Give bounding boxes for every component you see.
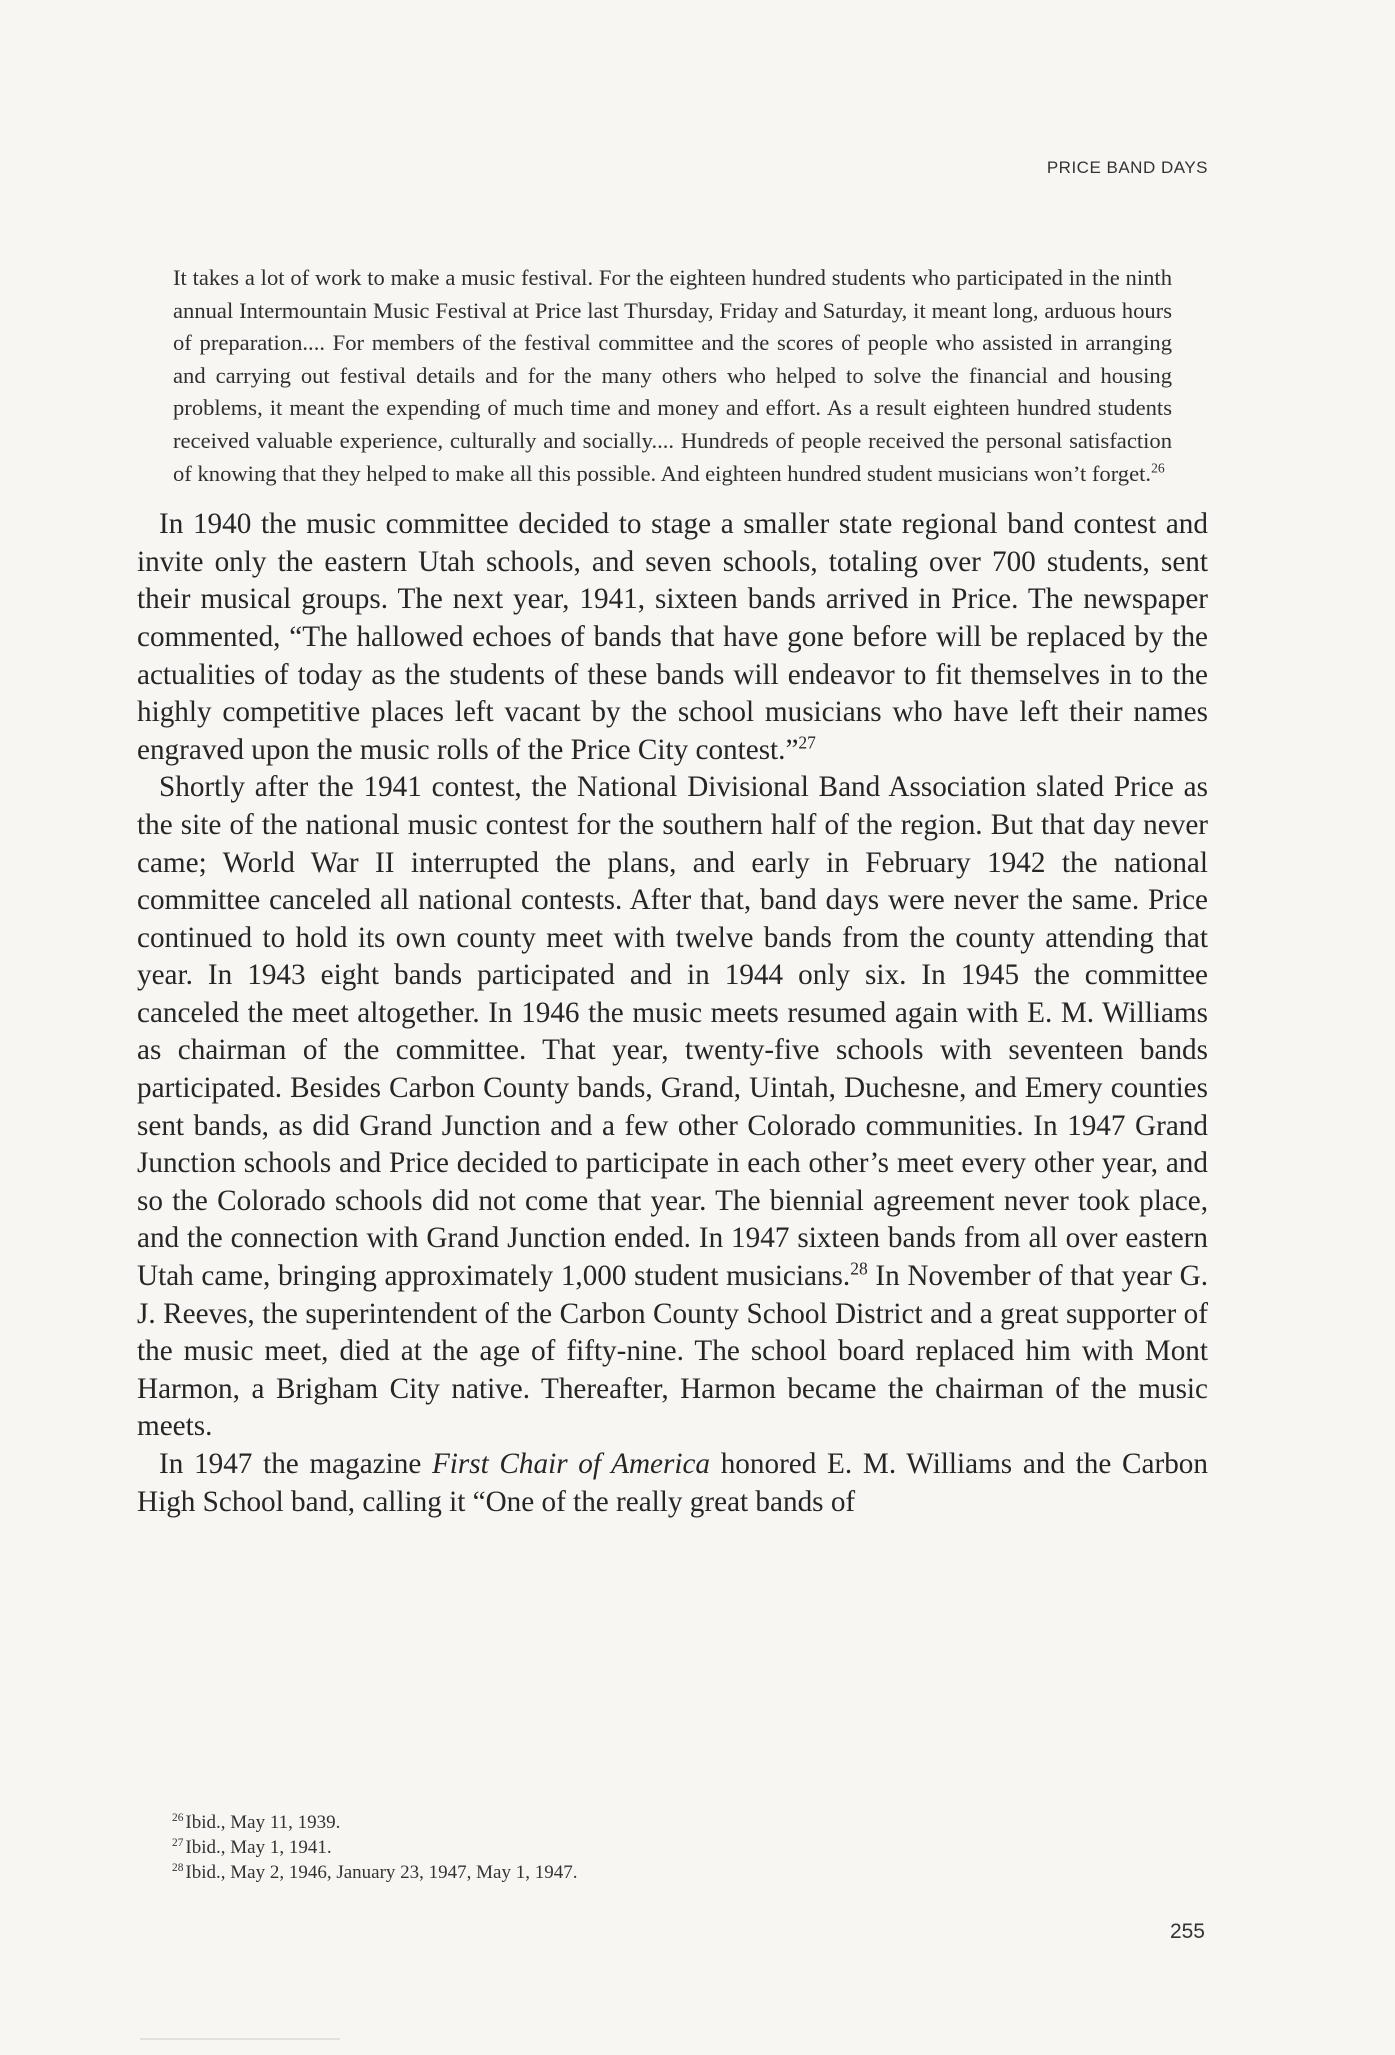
- footnote-text: Ibid., May 1, 1941.: [185, 1837, 332, 1858]
- paragraph-3-text-b: honored E. M. Williams and the Carbon High School band, calling it “One of the really great bands of: [137, 1448, 1208, 1518]
- footnotes: [172, 1810, 772, 1885]
- block-quote-text: It takes a lot of work to make a music festival. For the eighteen hundred students who participated in the ninth annual Intermountain Music Festival at Price last Thursday, Friday and Saturday, it meant long, arduous hours of preparation.... For members of the festival committee and the scores of people who assisted in arranging and carrying out festival details and for the many others who helped to solve the financial and housing problems, it meant the expending of much time and money and effort. As a result eighteen hundred students received valuable experience, culturally and socially.... Hundreds of people received the personal satisfaction of knowing that they helped to make all this possible. And eighteen hundred student musicians won’t forget.: [173, 265, 1172, 486]
- running-head: PRICE BAND DAYS: [1046, 158, 1208, 177]
- main-content: [137, 262, 1208, 1521]
- magazine-title: First Chair of America: [431, 1448, 711, 1480]
- footnote-ref-27[interactable]: 27: [798, 731, 816, 752]
- paragraph-3-text-a: In 1947 the magazine: [159, 1448, 432, 1480]
- paragraph-1: [137, 506, 1208, 769]
- footnote-number: 28: [172, 1861, 184, 1874]
- footnote-28: [172, 1860, 772, 1885]
- footnote-26: [172, 1810, 772, 1835]
- paragraph-2-text-a: Shortly after the 1941 contest, the National Divisional Band Association slated Price as the site of the national music contest for the southern half of the region. But that day never came; World War II interrupted the plans, and early in February 1942 the national committee canceled all national contests. After that, band days were never the same. Price continued to hold its own county meet with twelve bands from the county attending that year. In 1943 eight bands participated and in 1944 only six. In 1945 the committee canceled the meet altogether. In 1946 the music meets resumed again with E. M. Williams as chairman of the committee. That year, twenty-five schools with seventeen bands participated. Besides Carbon County bands, Grand, Uintah, Duchesne, and Emery counties sent bands, as did Grand Junction and a few other Colorado communities. In 1947 Grand Junction schools and Price decided to participate in each other’s meet every other year, and so the Colorado schools did not come that year. The biennial agreement never took place, and the connection with Grand Junction ended. In 1947 sixteen bands from all over eastern Utah came, bringing approximately 1,000 student musicians.: [137, 771, 1208, 1293]
- block-quote: [137, 262, 1208, 490]
- footnote-ref-28[interactable]: 28: [850, 1258, 868, 1279]
- scan-artifact-line: [140, 2038, 340, 2040]
- paragraph-2-text-b: In November of that year G. J. Reeves, the superintendent of the Carbon County School District and a great supporter of the music meet, died at the age of fifty-nine. The school board replaced him with Mont Harmon, a Brigham City native. Thereafter, Harmon became the chairman of the music meets.: [137, 1260, 1208, 1443]
- paragraph-2: [137, 769, 1208, 1446]
- footnote-text: Ibid., May 11, 1939.: [185, 1812, 341, 1833]
- page-number: 255: [1169, 1920, 1205, 1943]
- footnote-ref-26[interactable]: 26: [1151, 460, 1165, 476]
- paragraph-3: [137, 1446, 1208, 1521]
- footnote-27: [172, 1835, 772, 1860]
- footnote-text: Ibid., May 2, 1946, January 23, 1947, May 1, 1947.: [185, 1862, 578, 1883]
- footnote-number: 27: [172, 1836, 184, 1849]
- footnote-number: 26: [172, 1811, 184, 1824]
- paragraph-1-text: In 1940 the music committee decided to stage a smaller state regional band contest and invite only the eastern Utah schools, and seven schools, totaling over 700 students, sent their musical groups. The next year, 1941, sixteen bands arrived in Price. The newspaper commented, “The hallowed echoes of bands that have gone before will be replaced by the actualities of today as the students of these bands will endeavor to fit themselves in to the highly competitive places left vacant by the school musicians who have left their names engraved upon the music rolls of the Price City contest.”: [137, 508, 1208, 766]
